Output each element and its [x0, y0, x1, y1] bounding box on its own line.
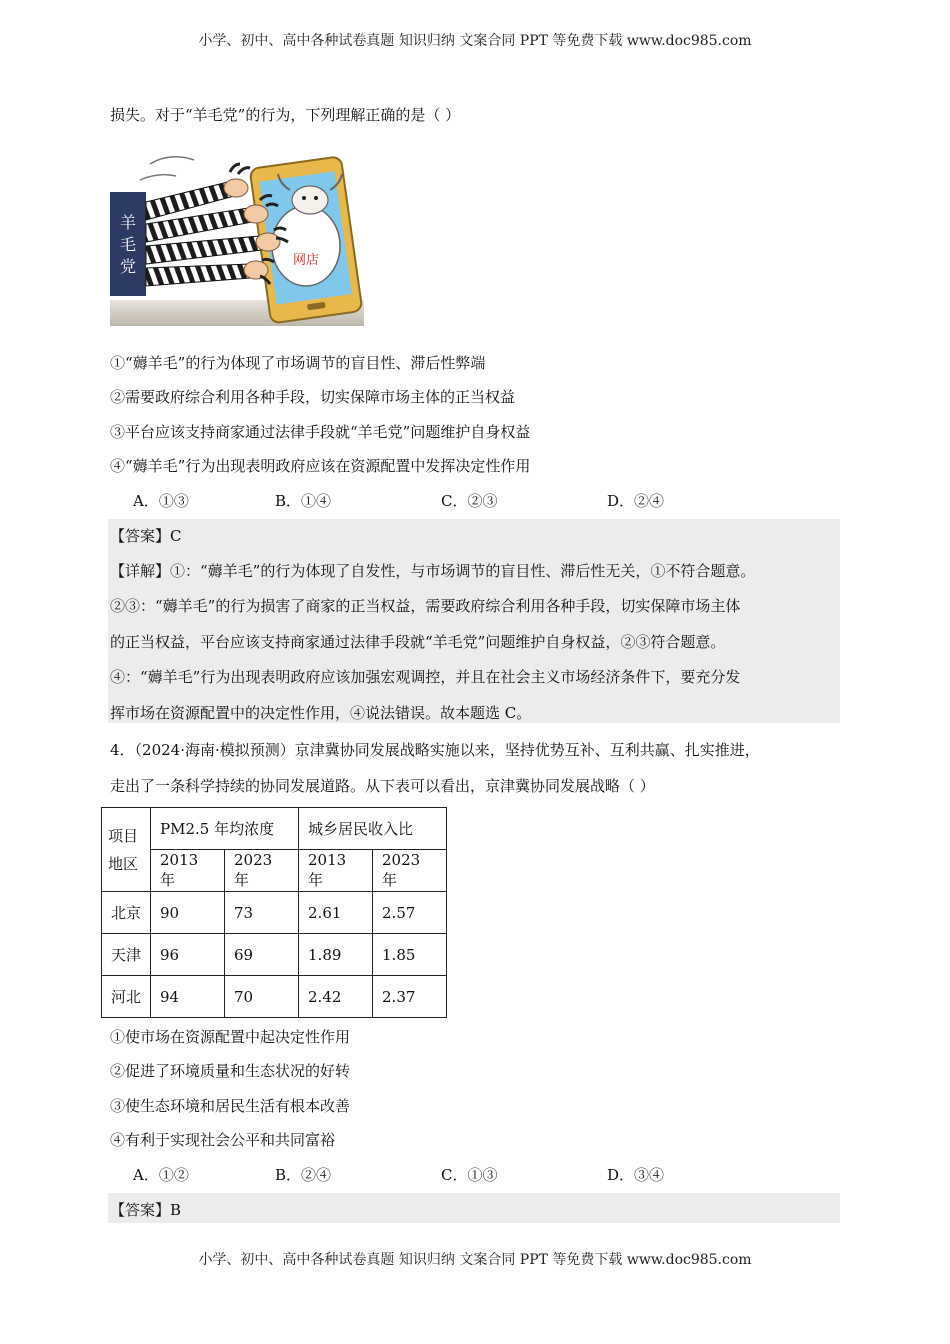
q4-stem-line-2: 走出了一条科学持续的协同发展道路。从下表可以看出，京津冀协同发展战略（ ）	[110, 777, 655, 795]
svg-text:毛: 毛	[119, 235, 137, 254]
q4-option-a[interactable]: A．①②	[133, 1166, 189, 1184]
table-year-header: 2023 年	[225, 850, 299, 892]
svg-text:党: 党	[119, 257, 137, 276]
page-header: 小学、初中、高中各种试卷真题 知识归纳 文案合同 PPT 等免费下载 www.doc985.com	[198, 33, 752, 49]
svg-text:羊: 羊	[119, 213, 137, 232]
table-cell: 1.89	[299, 934, 373, 976]
q4-statement-1: ①使市场在资源配置中起决定性作用	[110, 1028, 351, 1046]
sheep-party-cartoon	[110, 150, 364, 326]
page-footer: 小学、初中、高中各种试卷真题 知识归纳 文案合同 PPT 等免费下载 www.doc985.com	[198, 1252, 752, 1268]
q4-statement-2: ②促进了环境质量和生态状况的好转	[110, 1062, 351, 1080]
table-cell: 96	[151, 934, 225, 976]
table-row	[102, 976, 447, 1018]
table-cell: 69	[225, 934, 299, 976]
q3-statement-1: ①“薅羊毛”的行为体现了市场调节的盲目性、滞后性弊端	[110, 354, 486, 372]
table-cell: 2.57	[373, 892, 447, 934]
q3-statement-3: ③平台应该支持商家通过法律手段就“羊毛党”问题维护自身权益	[110, 423, 531, 441]
q4-statement-4: ④有利于实现社会公平和共同富裕	[110, 1131, 336, 1149]
q4-data-table	[101, 807, 447, 1018]
table-group-header-income: 城乡居民收入比	[299, 808, 447, 850]
table-year-header: 2013 年	[299, 850, 373, 892]
q4-option-b[interactable]: B．②④	[275, 1166, 332, 1184]
question-3-intro: 损失。对于“羊毛党”的行为，下列理解正确的是（ ）	[110, 106, 461, 124]
q4-option-c[interactable]: C．①③	[441, 1166, 498, 1184]
q4-answer: 【答案】B	[110, 1201, 182, 1219]
table-row	[102, 892, 447, 934]
q3-analysis-line-1: 【详解】①：“薅羊毛”的行为体现了自发性，与市场调节的盲目性、滞后性无关，①不符合题意。	[110, 562, 756, 580]
q3-answer-panel	[108, 519, 840, 723]
table-cell: 1.85	[373, 934, 447, 976]
table-cell: 2.37	[373, 976, 447, 1018]
table-cell: 70	[225, 976, 299, 1018]
q3-statement-2: ②需要政府综合利用各种手段，切实保障市场主体的正当权益	[110, 388, 516, 406]
q3-answer: 【答案】C	[110, 527, 182, 545]
q4-option-d[interactable]: D．③④	[607, 1166, 665, 1184]
q3-option-d[interactable]: D．②④	[607, 492, 665, 510]
table-cell: 73	[225, 892, 299, 934]
q3-option-a[interactable]: A．①③	[133, 492, 189, 510]
q3-analysis-line-3: 的正当权益，平台应该支持商家通过法律手段就“羊毛党”问题维护自身权益，②③符合题意。	[110, 633, 726, 651]
table-region-cell: 天津	[102, 934, 151, 976]
q3-analysis-line-4: ④：“薅羊毛”行为出现表明政府应该加强宏观调控，并且在社会主义市场经济条件下，要充分发	[110, 668, 741, 686]
table-group-header-pm25: PM2.5 年均浓度	[151, 808, 299, 850]
table-cell: 2.42	[299, 976, 373, 1018]
cartoon-shop-label: 网店	[292, 253, 320, 268]
q3-analysis-line-5: 挥市场在资源配置中的决定性作用，④说法错误。故本题选 C。	[110, 704, 532, 722]
table-cell: 2.61	[299, 892, 373, 934]
table-cell: 90	[151, 892, 225, 934]
table-corner-cell: 项目 地区	[102, 808, 151, 892]
q3-statement-4: ④“薅羊毛”行为出现表明政府应该在资源配置中发挥决定性作用	[110, 457, 531, 475]
table-region-cell: 河北	[102, 976, 151, 1018]
table-region-cell: 北京	[102, 892, 151, 934]
table-year-header: 2023 年	[373, 850, 447, 892]
q3-option-c[interactable]: C．②③	[441, 492, 498, 510]
q4-statement-3: ③使生态环境和居民生活有根本改善	[110, 1097, 351, 1115]
q4-answer-panel	[108, 1193, 840, 1223]
q3-analysis-line-2: ②③：“薅羊毛”的行为损害了商家的正当权益，需要政府综合利用各种手段，切实保障市场主体	[110, 597, 741, 615]
table-year-header: 2013 年	[151, 850, 225, 892]
q3-option-b[interactable]: B．①④	[275, 492, 332, 510]
q4-stem-line-1: 4．（2024·海南·模拟预测）京津冀协同发展战略实施以来，坚持优势互补、互利共赢、扎实推进，	[110, 741, 760, 759]
table-cell: 94	[151, 976, 225, 1018]
table-row	[102, 934, 447, 976]
